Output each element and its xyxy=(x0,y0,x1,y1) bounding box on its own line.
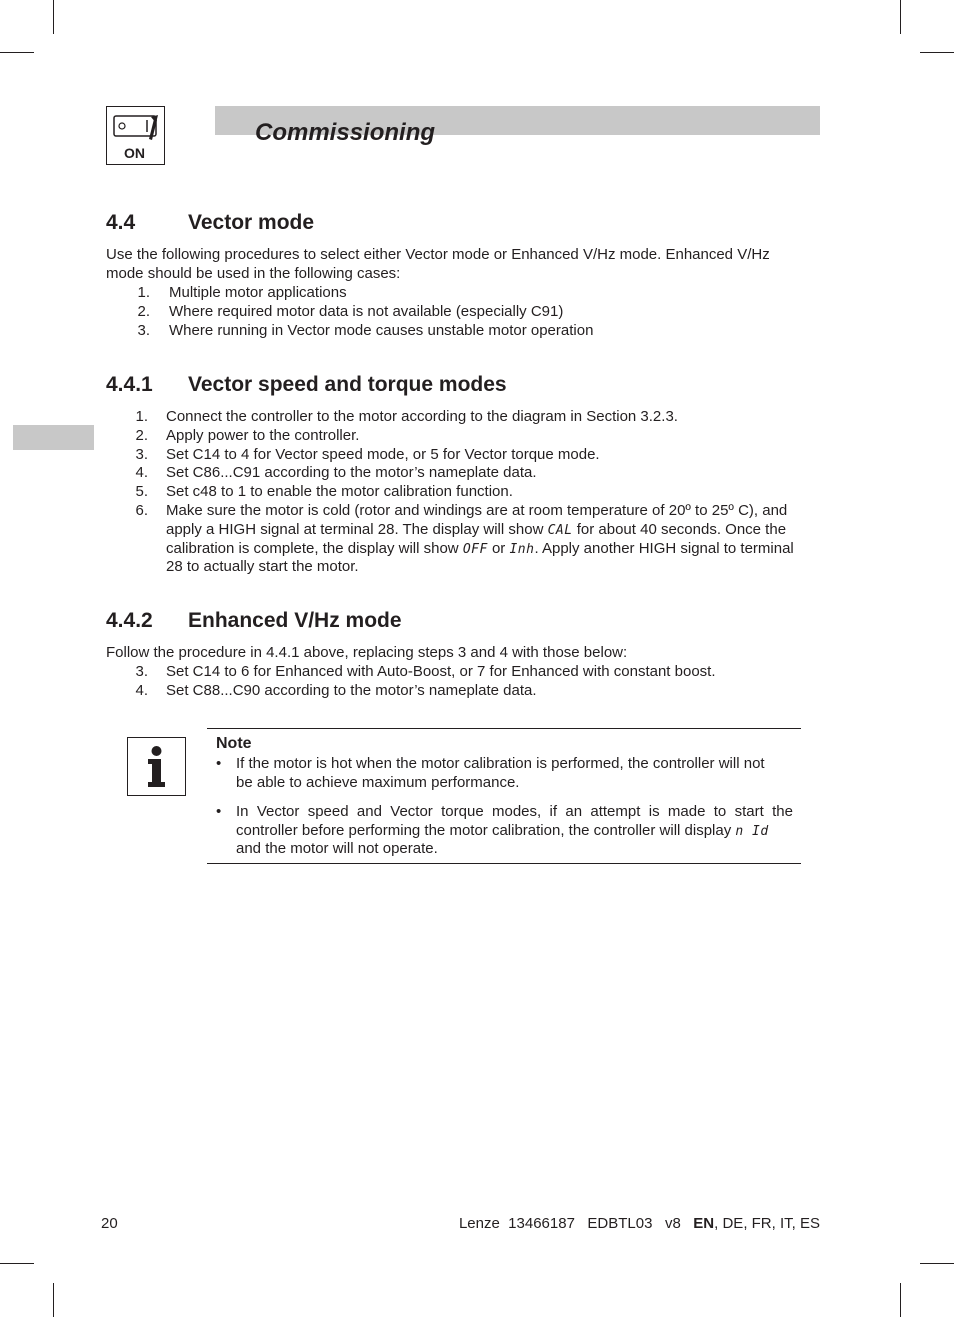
paragraph-line: mode should be used in the following cases: xyxy=(106,265,401,282)
note-bullet: • In Vector speed and Vector torque modes, if an attempt is made to start the controller before performing the motor calibration, the controller will display n Id and the motor will not operate. xyxy=(216,803,793,857)
paragraph-line: Follow the procedure in 4.4.1 above, replacing steps 3 and 4 with those below: xyxy=(106,644,628,661)
footer-doc-info: Lenze 13466187 EDBTL03 v8 EN, DE, FR, IT, ES xyxy=(458,1215,820,1232)
section-number: 4.4.1 xyxy=(106,373,153,396)
paragraph-line: Use the following procedures to select either Vector mode or Enhanced V/Hz mode. Enhanced V/Hz xyxy=(106,246,770,263)
section-heading-4-4 xyxy=(106,211,314,235)
page-title: Commissioning xyxy=(255,119,436,146)
section-title: Vector mode xyxy=(188,211,315,234)
crop-mark xyxy=(0,1263,34,1264)
crop-mark xyxy=(920,1263,954,1264)
section-heading-4-4-1 xyxy=(106,373,507,397)
section-title: Enhanced V/Hz mode xyxy=(188,609,402,632)
side-tab-marker xyxy=(13,425,94,450)
crop-mark xyxy=(920,52,954,53)
list-item: 6. Make sure the motor is cold (rotor and windings are at room temperature of 20º to 25º C), and apply a HIGH signal at terminal 28. The display will show CAL for about 40 seconds. Once the calibration is complete, the display will show OFF or Inh. Apply another HIGH signal to terminal 28 to actually start the motor. xyxy=(135,502,794,575)
on-icon-label: ON xyxy=(124,145,145,161)
display-code: n Id xyxy=(735,824,769,839)
section-number: 4.4.2 xyxy=(106,609,153,632)
display-code: Inh xyxy=(509,542,535,557)
note-bullet: • If the motor is hot when the motor calibration is performed, the controller will not be able to achieve maximum performance. xyxy=(216,755,765,791)
crop-mark xyxy=(53,1283,54,1317)
section-number: 4.4 xyxy=(106,211,136,234)
crop-mark xyxy=(53,0,54,34)
crop-mark xyxy=(0,52,34,53)
section-title: Vector speed and torque modes xyxy=(188,373,507,396)
info-icon xyxy=(127,737,186,796)
note-divider-top xyxy=(207,728,801,729)
display-code: CAL xyxy=(547,523,573,538)
power-switch-on-icon xyxy=(106,106,165,165)
language-active: EN xyxy=(693,1215,715,1232)
crop-mark xyxy=(900,0,901,34)
note-heading: Note xyxy=(216,735,252,752)
page-number: 20 xyxy=(101,1215,118,1232)
note-divider-bottom xyxy=(207,863,801,864)
display-code: OFF xyxy=(462,542,488,557)
crop-mark xyxy=(900,1283,901,1317)
section-heading-4-4-2 xyxy=(106,609,402,633)
